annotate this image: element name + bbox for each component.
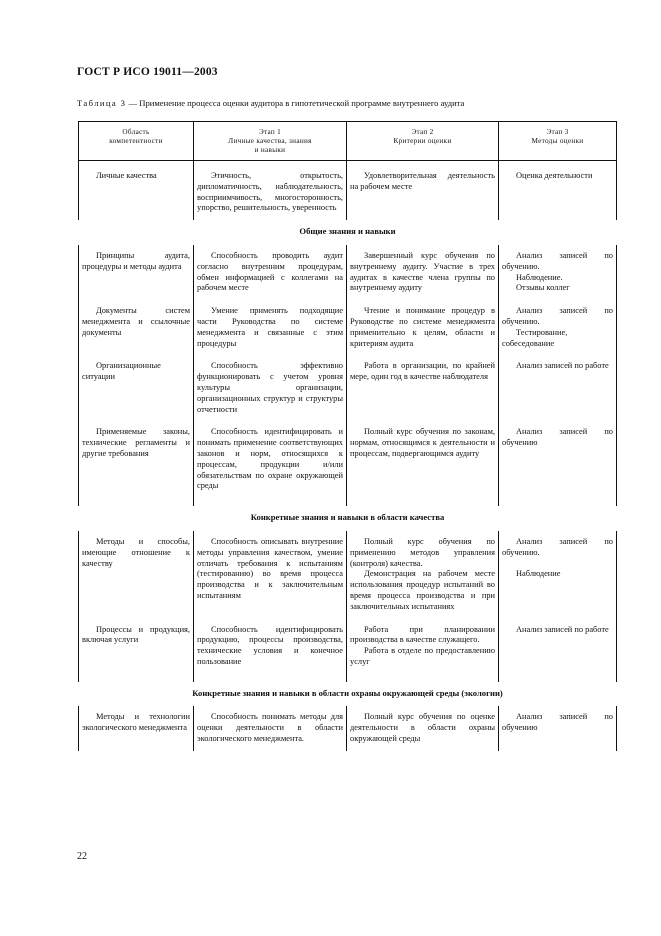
cell-stage2: Удовлетворительная деятельность на рабочем месте [347, 161, 499, 221]
cell-stage1: Этичность, открытость, дипломатичность, наблюдательность, восприимчивость, многосторонность, упорство, решительность, уверенность [194, 161, 347, 221]
table-caption-text: — Применение процесса оценки аудитора в гипотетической программе внутреннего аудита [126, 98, 465, 108]
section-heading: Конкретные знания и навыки в области охраны окружающей среды (экологии) [192, 687, 503, 698]
cell-area: Методы и способы, имеющие отношение к качеству [79, 531, 194, 619]
cell-stage2: Завершенный курс обучения по внутреннему аудиту. Участие в трех аудитах в качестве члена группы по внутреннему аудиту [347, 245, 499, 300]
column-header-area: Область компетентности [79, 122, 194, 161]
table-header-row [79, 122, 617, 161]
cell-stage1: Способность проводить аудит согласно внутренним процедурам, обмен информацией с коллегами на рабочем месте [194, 245, 347, 300]
cell-stage3: Анализ записей по обучению. Тестирование, собеседование [499, 300, 617, 355]
cell-stage3: Анализ записей по работе [499, 619, 617, 682]
table-row [79, 706, 617, 750]
section-heading-row [79, 220, 617, 245]
cell-area: Организационные ситуации [79, 355, 194, 421]
table-row [79, 619, 617, 682]
cell-area: Применяемые законы, технические регламенты и другие требования [79, 421, 194, 506]
document-header: ГОСТ Р ИСО 19011—2003 [77, 66, 218, 78]
cell-stage2: Полный курс обучения по применению методов управления (контроля) качества. Демонстрация на рабочем месте использования процедур испытаний во время процесса производства и при заключительных испытаниях [347, 531, 499, 619]
table-row [79, 531, 617, 619]
table-row [79, 421, 617, 506]
cell-stage1: Умение применять подходящие части Руководства по системе менеджмента и связанные с этим процедуры [194, 300, 347, 355]
cell-stage2: Работа при планировании производства в качестве служащего. Работа в отделе по предоставлению услуг [347, 619, 499, 682]
column-header-stage3: Этап 3 Методы оценки [499, 122, 617, 161]
cell-stage1: Способность эффективно функционировать с учетом уровня культуры организации, организационных структур и структуры отчетности [194, 355, 347, 421]
table-row [79, 355, 617, 421]
cell-area: Документы систем менеджмента и ссылочные документы [79, 300, 194, 355]
cell-stage1: Способность понимать методы для оценки деятельности в области экологического менеджмента. [194, 706, 347, 750]
cell-area: Процессы и продукция, включая услуги [79, 619, 194, 682]
cell-area: Методы и технологии экологического менеджмента [79, 706, 194, 750]
cell-stage3: Оценка деятельности [499, 161, 617, 221]
table-row [79, 300, 617, 355]
table-caption-label: Таблица 3 [77, 98, 127, 108]
column-header-stage1: Этап 1 Личные качества, знания и навыки [194, 122, 347, 161]
cell-stage3: Анализ записей по работе [499, 355, 617, 421]
cell-stage3: Анализ записей по обучению [499, 421, 617, 506]
table-row [79, 161, 617, 221]
cell-stage1: Способность описывать внутренние методы управления качеством, умение отличать требования к испытаниям (тестированию) во время процесса производства и к заключительным испытаниям [194, 531, 347, 619]
cell-stage2: Работа в организации, по крайней мере, один год в качестве наблюдателя [347, 355, 499, 421]
cell-stage3: Анализ записей по обучению. Наблюдение [499, 531, 617, 619]
cell-area: Личные качества [79, 161, 194, 221]
cell-stage3: Анализ записей по обучению [499, 706, 617, 750]
cell-stage1: Способность идентифицировать продукцию, процессы производства, технические условия и конечное пользование [194, 619, 347, 682]
table-row [79, 245, 617, 300]
cell-stage2: Чтение и понимание процедур в Руководстве по системе менеджмента применительно к целям, области и критериям аудита [347, 300, 499, 355]
cell-stage2: Полный курс обучения по оценке деятельности в области охраны окружающей среды [347, 706, 499, 750]
section-heading-row [79, 506, 617, 531]
section-heading-row [79, 682, 617, 707]
section-heading: Общие знания и навыки [299, 226, 396, 237]
cell-stage1: Способность идентифицировать и понимать применение соответствующих законов и норм, относящихся к процессам, продукции и/или обязательствам по охране окружающей среды [194, 421, 347, 506]
section-heading: Конкретные знания и навыки в области качества [250, 512, 445, 523]
cell-area: Принципы аудита, процедуры и методы аудита [79, 245, 194, 300]
page-number: 22 [77, 851, 87, 862]
column-header-stage2: Этап 2 Критерии оценки [347, 122, 499, 161]
competence-table [78, 121, 617, 751]
cell-stage3: Анализ записей по обучению. Наблюдение. Отзывы коллег [499, 245, 617, 300]
cell-stage2: Полный курс обучения по законам, нормам, относящимся к деятельности и процессам, подвергающимся аудиту [347, 421, 499, 506]
table-caption [77, 98, 617, 108]
